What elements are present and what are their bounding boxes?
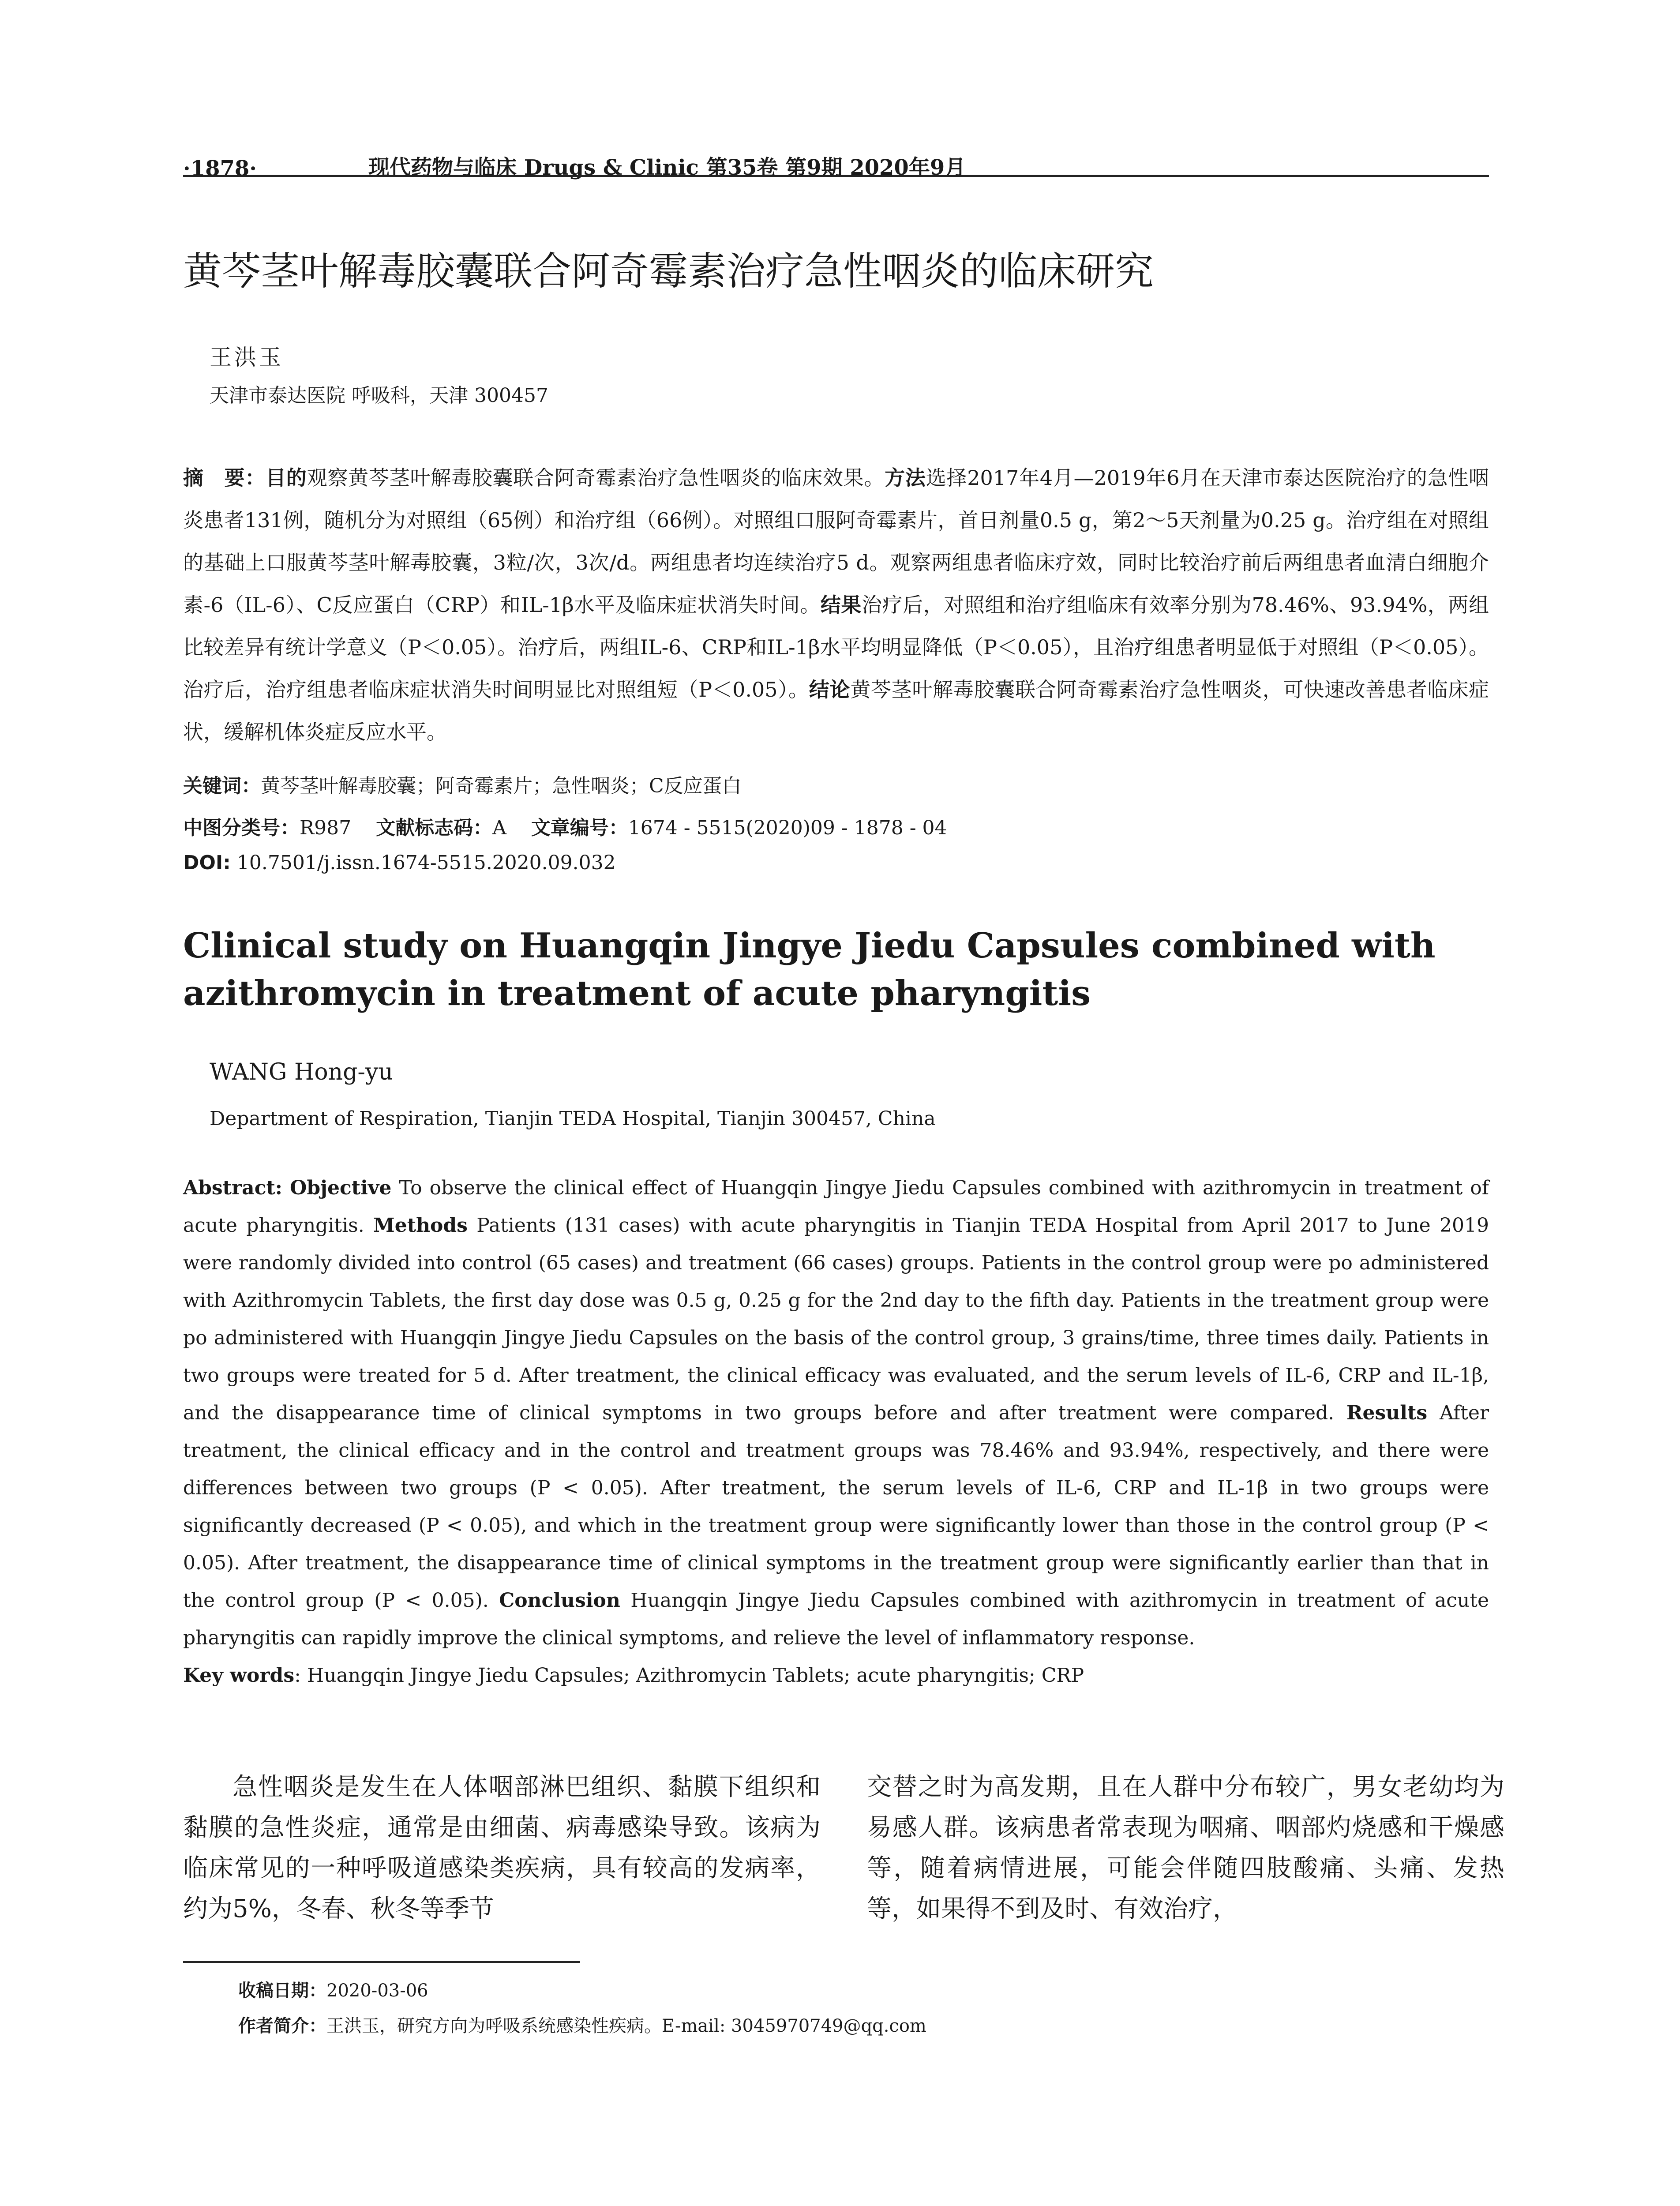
header-rule [183, 175, 1489, 177]
results-en-text: After treatment, the clinical efficacy and in the control and treatment groups was 78.46% and 93.94%, respectively, and there were differences between two groups (P < 0.05). After treatment, the serum levels of IL-6, CRP and IL-1β in two groups were significantly decreased (P < 0.05), and which in the treatment group were significantly lower than those in the control group (P < 0.05). After treatment, the disappearance time of clinical symptoms in the treatment group were significantly earlier than that in the control group (P < 0.05). [183, 1402, 1489, 1612]
methods-en-text: Patients (131 cases) with acute pharyngitis in Tianjin TEDA Hospital from April 2017 to June 2019 were randomly divided into control (65 cases) and treatment (66 cases) groups. Patients in the control group were po administered with Azithromycin Tablets, the first day dose was 0.5 g, 0.25 g for the 2nd day to the fifth day. Patients in the treatment group were po administered with Huangqin Jingye Jiedu Capsules on the basis of the control group, 3 grains/time, three times daily. Patients in two groups were treated for 5 d. After treatment, the clinical efficacy was evaluated, and the serum levels of IL-6, CRP and IL-1β, and the disappearance time of clinical symptoms in two groups before and after treatment were compared. [183, 1214, 1489, 1424]
keywords-label: 关键词： [183, 775, 261, 797]
keywords-en [183, 1657, 1489, 1694]
author-bio: 王洪玉，研究方向为呼吸系统感染性疾病。E-mail: 3045970749@qq.com [326, 2016, 926, 2036]
abstract-cn [183, 457, 1489, 753]
english-affiliation: Department of Respiration, Tianjin TEDA Hospital, Tianjin 300457, China [210, 1107, 936, 1130]
conclusion-label: 结论 [809, 678, 851, 702]
author-name: 王洪玉 [210, 345, 284, 370]
keywords-en-label: Key words [183, 1664, 295, 1687]
conclusion-text: 黄芩茎叶解毒胶囊联合阿奇霉素治疗急性咽炎，可快速改善患者临床症状，缓解机体炎症反应水平。 [183, 678, 1489, 744]
body-column-right: 交替之时为高发期，且在人群中分布较广，男女老幼均为易感人群。该病患者常表现为咽痛、咽部灼烧感和干燥感等，随着病情进展，可能会伴随四肢酸痛、头痛、发热等，如果得不到及时、有效治疗， [867, 1773, 1504, 1923]
journal-info: 现代药物与临床 Drugs & Clinic 第35卷 第9期 2020年9月 [368, 155, 966, 180]
running-header [183, 132, 1489, 181]
results-en-label: Results [1346, 1402, 1428, 1424]
doi-line [183, 852, 1489, 874]
doi-value: 10.7501/j.issn.1674-5515.2020.09.032 [236, 852, 616, 874]
methods-text: 选择2017年4月—2019年6月在天津市泰达医院治疗的急性咽炎患者131例，随机分为对照组（65例）和治疗组（66例）。对照组口服阿奇霉素片，首日剂量0.5 g，第2～5天剂量为0.25 g。治疗组在对照组的基础上口服黄芩茎叶解毒胶囊，3粒/次，3次/d。两组患者均连续治疗5 d。观察两组患者临床疗效，同时比较治疗前后两组患者血清白细胞介素-6（IL-6）、C反应蛋白（CRP）和IL-1β水平及临床症状消失时间。 [183, 466, 1489, 617]
abstract-en-label: Abstract: [183, 1177, 283, 1199]
clc-label: 中图分类号： [183, 817, 300, 839]
received-date: 2020-03-06 [326, 1981, 428, 2001]
clc-value: R987 [300, 817, 352, 839]
received-label: 收稿日期： [238, 1981, 326, 2001]
article-number-label: 文章编号： [531, 817, 628, 839]
abstract-en [183, 1169, 1489, 1694]
author-affiliation: 天津市泰达医院 呼吸科，天津 300457 [210, 384, 548, 407]
objective-text: 观察黄芩茎叶解毒胶囊联合阿奇霉素治疗急性咽炎的临床效果。 [307, 466, 885, 490]
conclusion-en-text: Huangqin Jingye Jiedu Capsules combined with azithromycin in treatment of acute pharyngitis can rapidly improve the clinical symptoms, and relieve the level of inflammatory response. [183, 1589, 1489, 1649]
methods-label: 方法 [885, 466, 926, 490]
doc-code-value: A [492, 817, 506, 839]
page-number: ·1878· [183, 156, 257, 181]
author-bio-label: 作者简介： [238, 2016, 326, 2036]
conclusion-en-label: Conclusion [499, 1589, 620, 1612]
article-number-value: 1674 - 5515(2020)09 - 1878 - 04 [628, 817, 947, 839]
objective-en-text: To observe the clinical effect of Huangqin Jingye Jiedu Capsules combined with azithromycin in treatment of acute pharyngitis. [183, 1177, 1489, 1237]
results-text: 治疗后，对照组和治疗组临床有效率分别为78.46%、93.94%，两组比较差异有统计学意义（P＜0.05）。治疗后，两组IL-6、CRP和IL-1β水平均明显降低（P＜0.05），且治疗组患者明显低于对照组（P＜0.05）。治疗后，治疗组患者临床症状消失时间明显比对照组短（P＜0.05）。 [183, 593, 1489, 702]
keywords-en-text: : Huangqin Jingye Jiedu Capsules; Azithromycin Tablets; acute pharyngitis; CRP [294, 1664, 1084, 1687]
results-label: 结果 [820, 593, 862, 617]
objective-label: 目的 [266, 466, 307, 490]
body-column-left: 急性咽炎是发生在人体咽部淋巴组织、黏膜下组织和黏膜的急性炎症，通常是由细菌、病毒感染导致。该病为临床常见的一种呼吸道感染类疾病，具有较高的发病率，约为5%，冬春、秋冬等季节 [183, 1773, 821, 1923]
keywords-cn [183, 770, 1489, 798]
doc-code-label: 文献标志码： [376, 817, 493, 839]
footnote-author [238, 2012, 926, 2037]
doi-label: DOI: [183, 852, 231, 874]
keywords-text: 黄芩茎叶解毒胶囊；阿奇霉素片；急性咽炎；C反应蛋白 [261, 775, 742, 797]
methods-en-label: Methods [373, 1214, 468, 1237]
abstract-label: 摘 要： [183, 466, 266, 490]
footnote-rule [183, 1961, 580, 1963]
footnote-received [238, 1977, 428, 2002]
classification-line [183, 812, 1489, 840]
objective-en-label: Objective [289, 1177, 392, 1199]
article-title: 黄芩茎叶解毒胶囊联合阿奇霉素治疗急性咽炎的临床研究 [183, 248, 1154, 294]
english-title: Clinical study on Huangqin Jingye Jiedu Capsules combined with azithromycin in treatment of acute pharyngitis [183, 926, 1436, 1013]
english-author: WANG Hong-yu [210, 1059, 393, 1085]
